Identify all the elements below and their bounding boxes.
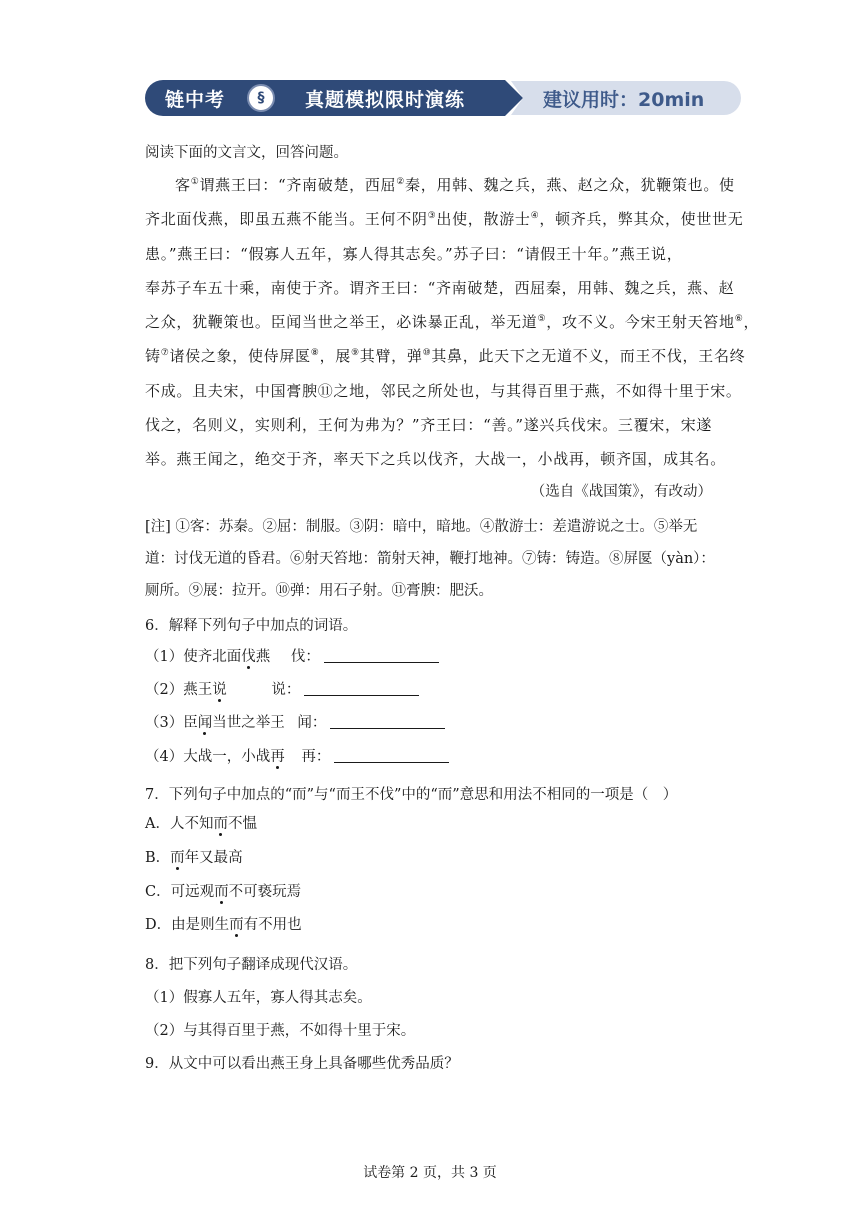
dotted-char: 而	[214, 884, 229, 900]
answer-blank[interactable]	[324, 648, 439, 663]
header-logo-icon: §	[247, 84, 275, 112]
passage-line-8: 伐之，名则义，实则利，王何为弗为？”齐王曰：“善。”遂兴兵伐宋。三覆宋，宋遂	[145, 416, 713, 434]
passage-line-7: 不成。且夫宋，中国膏腴⑪之地，邻民之所处也，与其得百里于燕，不如得十里于宋。	[145, 382, 742, 400]
dotted-char: 而	[213, 816, 228, 832]
instruction-text: 阅读下面的文言文，回答问题。	[145, 145, 348, 161]
passage-line-1: 客①谓燕王曰：“齐南破楚，西屈②秦，用韩、魏之兵，燕、赵之众，犹鞭策也。使	[175, 176, 735, 194]
suggested-time-label: 建议用时：20min	[543, 89, 705, 111]
passage-line-9: 举。燕王闻之，绝交于齐，率天下之兵以伐齐，大战一，小战再，顿齐国，成其名。	[145, 450, 726, 468]
page-footer: 试卷第 2 页，共 3 页	[363, 1165, 497, 1181]
dotted-char: 再	[270, 749, 285, 765]
passage-line-2: 齐北面伐燕，即虽五燕不能当。王何不阴③出使，散游士④，顿齐兵，弊其众，使世世无	[145, 210, 744, 228]
dotted-char: 说	[212, 682, 227, 698]
question-6-item-4: （4）大战一，小战再 再：	[145, 745, 449, 766]
answer-blank[interactable]	[304, 681, 419, 696]
dotted-char: 闻	[197, 715, 213, 731]
notes-line-1: [注] ①客：苏秦。②屈：制服。③阴：暗中，暗地。④散游士：差遣游说之士。⑤举无	[145, 519, 698, 535]
header-title-left: 链中考	[165, 89, 226, 111]
question-8-sentence-1: （1）假寡人五年，寡人得其志矣。	[145, 990, 372, 1006]
header-title-right: 真题模拟限时演练	[305, 89, 466, 111]
notes-line-3: 厕所。⑨展：拉开。⑩弹：用石子射。⑪膏腴：肥沃。	[145, 583, 493, 599]
question-8-sentence-2: （2）与其得百里于燕，不如得十里于宋。	[145, 1023, 416, 1039]
dotted-char: 伐	[241, 649, 256, 665]
answer-blank[interactable]	[334, 748, 449, 763]
passage-line-6: 铸⑦诸侯之象，使侍屏匽⑧，展⑨其臂，弹⑩其鼻，此天下之无道不义，而王不伐，王名终	[145, 347, 746, 365]
question-6-item-1: （1）使齐北面伐燕 伐：	[145, 645, 439, 666]
option-d[interactable]: D．由是则生而有不用也	[145, 917, 302, 933]
passage-line-4: 奉苏子车五十乘，南使于齐。谓齐王曰：“齐南破楚，西屈秦，用韩、魏之兵，燕、赵	[145, 279, 735, 297]
passage-source: （选自《战国策》，有改动）	[530, 484, 712, 500]
dotted-char: 而	[170, 850, 185, 866]
option-b[interactable]: B．而年又最高	[145, 850, 243, 866]
answer-blank[interactable]	[330, 714, 445, 729]
question-6-stem: 6．解释下列句子中加点的词语。	[145, 618, 358, 634]
section-header-bar	[145, 80, 741, 116]
question-7-stem: 7．下列句子中加点的“而”与“而王不伐”中的“而”意思和用法不相同的一项是（ ）	[145, 787, 678, 803]
passage-line-3: 患。”燕王曰：“假寡人五年，寡人得其志矣。”苏子曰：“请假王十年。”燕王说，	[145, 245, 683, 263]
question-6-item-3: （3）臣闻当世之举王 闻：	[145, 711, 445, 732]
question-8-stem: 8．把下列句子翻译成现代汉语。	[145, 957, 358, 973]
passage-line-5: 之众，犹鞭策也。臣闻当世之举王，必诛暴正乱，举无道⑤，攻不义。今宋王射天笞地⑥，	[145, 313, 760, 331]
option-a[interactable]: A．人不知而不愠	[145, 816, 257, 832]
option-c[interactable]: C．可远观而不可亵玩焉	[145, 884, 302, 900]
question-9-stem: 9．从文中可以看出燕王身上具备哪些优秀品质？	[145, 1056, 459, 1072]
notes-line-2: 道：讨伐无道的昏君。⑥射天笞地：箭射天神，鞭打地神。⑦铸：铸造。⑧屏匽（yàn）：	[145, 551, 715, 567]
dotted-char: 而	[229, 917, 244, 933]
question-6-item-2: （2）燕王说 说：	[145, 678, 419, 699]
